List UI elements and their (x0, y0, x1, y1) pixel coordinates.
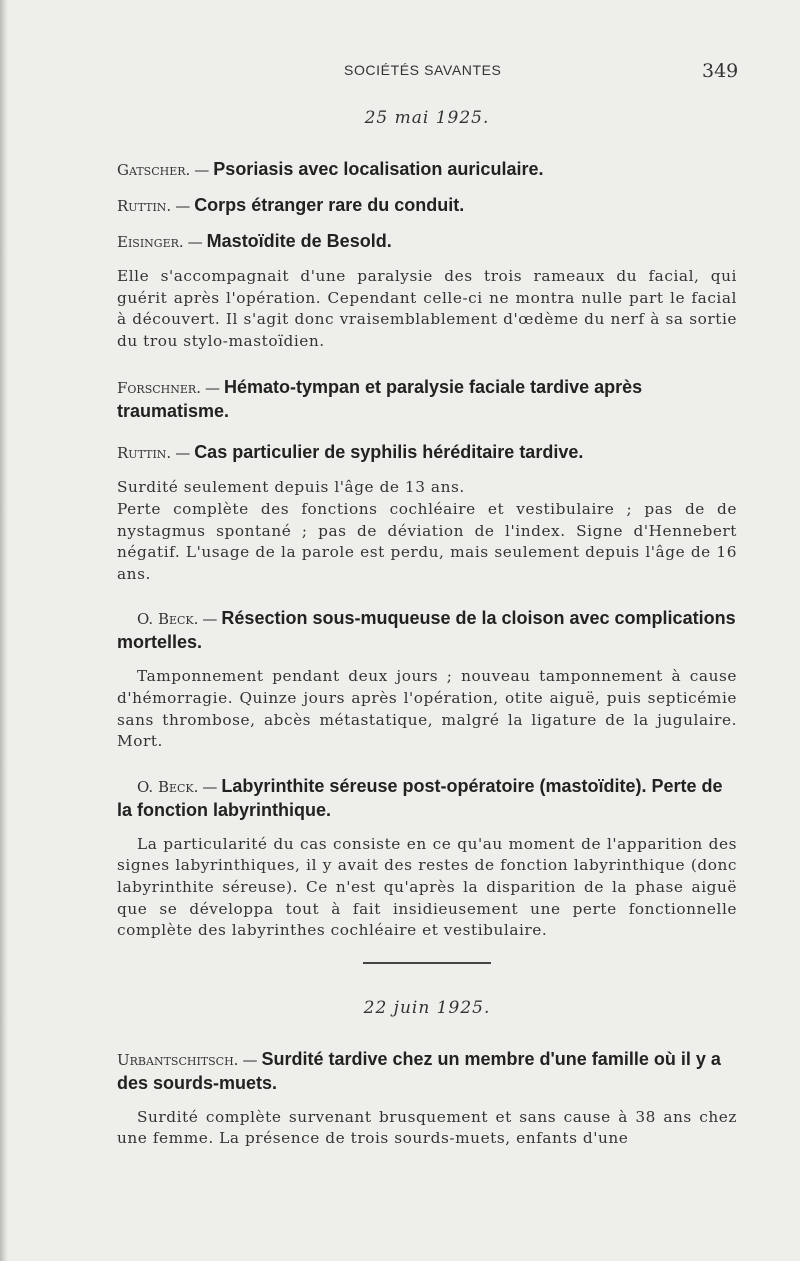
entry-title: Labyrinthite séreuse post-opératoire (mastoïdite). Perte de la fonction labyrinthique. (117, 775, 723, 820)
binding-edge (0, 0, 8, 1261)
entry-heading: Gatscher. — Psoriasis avec localisation auriculaire. (117, 159, 544, 179)
entry-paragraph: Surdité complète survenant brusquement et sans cause à 38 ans chez une femme. La présence de trois sourds-muets, enfants d'une (117, 1107, 737, 1148)
session-date: 22 juin 1925. (363, 997, 491, 1018)
entry-title: Résection sous-muqueuse de la cloison avec complications mortelles. (117, 608, 736, 653)
entry-author: O. Beck. (137, 777, 199, 796)
entry-paragraph: Tamponnement pendant deux jours ; nouveau tamponnement à cause d'hémorragie. Quinze jours après l'opération, otite aiguë, puis septicémie sans thrombose, abcès métastatique, malgré la ligature de la jugulaire. Mort. (117, 667, 737, 751)
article-body (117, 108, 737, 1162)
entry-title: Hémato-tympan et paralysie faciale tardive après traumatisme. (117, 377, 643, 422)
entry-author: Urbantschitsch. (117, 1050, 239, 1069)
entry (117, 194, 737, 218)
session-date: 25 mai 1925. (364, 108, 490, 128)
entry-paragraph: Surdité seulement depuis l'âge de 13 ans. (117, 478, 465, 497)
entry-paragraph: Elle s'accompagnait d'une paralysie des trois rameaux du facial, qui guérit après l'opération. Cependant celle-ci ne montra nulle part le facial à découvert. Il s'agit donc vraisemblablement d'œdème du nerf à sa sortie du trou stylo-mastoïdien. (117, 267, 737, 350)
entry-author: O. Beck. (137, 610, 199, 629)
entry-title: Corps étranger rare du conduit. (194, 195, 465, 215)
entry (117, 607, 737, 752)
entry-author: Gatscher. (117, 161, 191, 179)
entry-heading: Ruttin. — Cas particulier de syphilis héréditaire tardive. (117, 442, 584, 463)
entry (117, 230, 737, 352)
entry-heading: O. Beck. — Labyrinthite séreuse post-opératoire (mastoïdite). Perte de la fonction labyrinthique. (117, 775, 723, 820)
entry-title: Psoriasis avec localisation auriculaire. (213, 159, 544, 179)
entry (117, 1048, 737, 1150)
entry-title: Surdité tardive chez un membre d'une famille où il y a des sourds-muets. (117, 1048, 721, 1093)
entry-paragraph: Perte complète des fonctions cochléaire et vestibulaire ; pas de de nystagmus spontané ; pas de déviation de l'index. Signe d'Hennebert négatif. L'usage de la parole est perdu, mais seulement depuis l'âge de 16 ans. (117, 499, 737, 583)
entry (117, 376, 737, 423)
entry-title: Cas particulier de syphilis héréditaire tardive. (194, 442, 584, 463)
entry-heading: O. Beck. — Résection sous-muqueuse de la cloison avec complications mortelles. (117, 608, 736, 653)
section-divider (363, 962, 491, 964)
entry-paragraph: La particularité du cas consiste en ce qu'au moment de l'apparition des signes labyrinthiques, il y avait des restes de fonction labyrinthique (donc labyrinthite séreuse). Ce n'est qu'après la disparition de la phase aiguë que se développa tout à fait insidieusement une perte fonctionnelle complète des labyrinthes cochléaire et vestibulaire. (117, 834, 737, 940)
entry-heading: Eisinger. — Mastoïdite de Besold. (117, 231, 392, 251)
running-head (0, 62, 800, 86)
entry-author: Forschner. (117, 379, 201, 398)
entry-author: Eisinger. (117, 233, 184, 251)
entry-author: Ruttin. (117, 197, 172, 215)
entry-author: Ruttin. (117, 444, 172, 463)
running-title: SOCIÉTÉS SAVANTES (344, 62, 502, 78)
entry (117, 441, 737, 585)
entry-heading: Forschner. — Hémato-tympan et paralysie faciale tardive après traumatisme. (117, 377, 643, 422)
entry (117, 775, 737, 942)
entry-heading: Urbantschitsch. — Surdité tardive chez un membre d'une famille où il y a des sourds-muets. (117, 1048, 721, 1093)
entry-title: Mastoïdite de Besold. (206, 231, 392, 251)
page-number: 349 (702, 60, 739, 82)
entry (117, 158, 737, 182)
entry-heading: Ruttin. — Corps étranger rare du conduit. (117, 195, 465, 215)
